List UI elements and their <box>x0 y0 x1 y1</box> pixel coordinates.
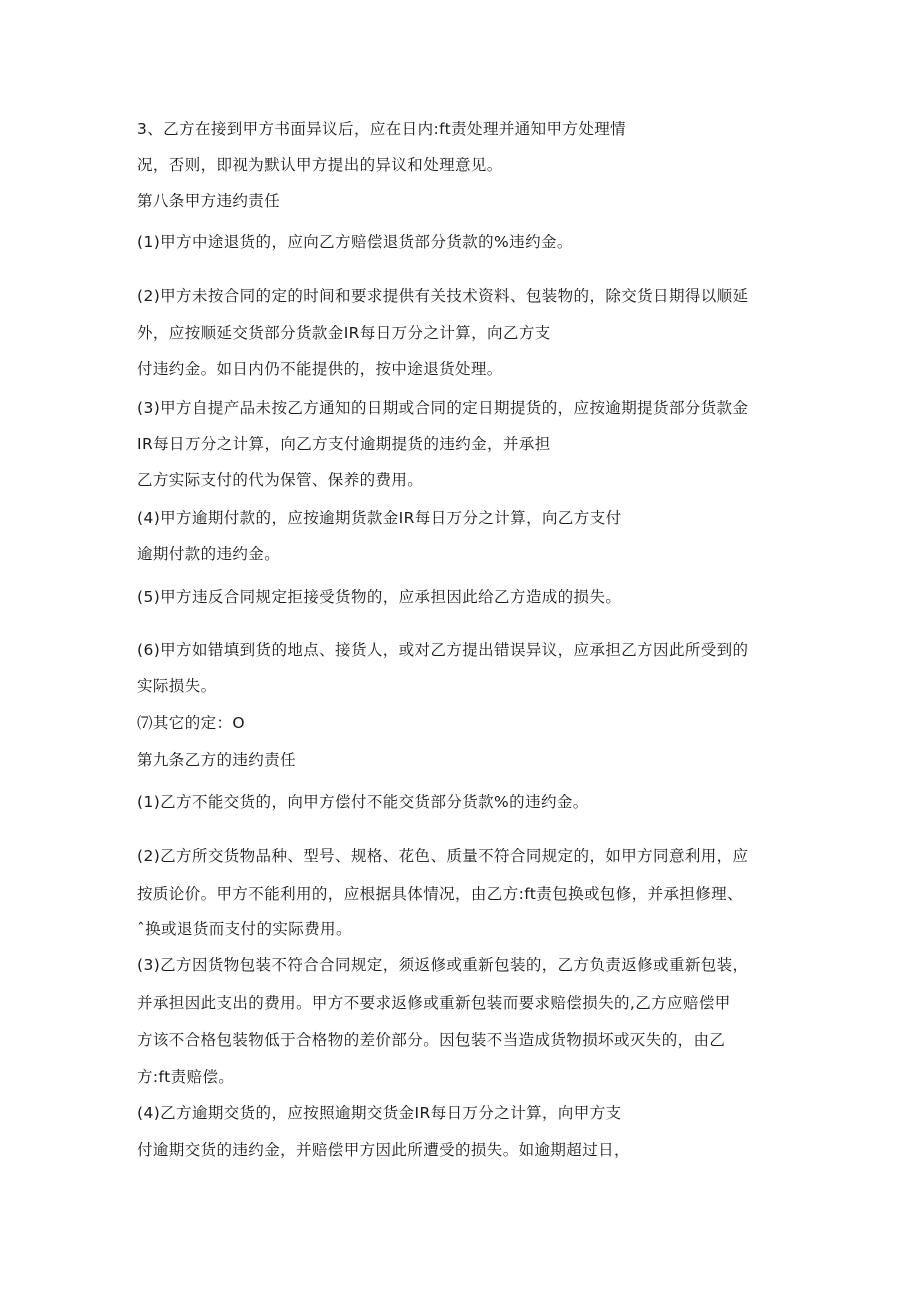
text-line: (3)甲方自提产品未按乙方通知的日期或合同的定日期提货的，应按逾期提货部分货款金 <box>137 399 749 417</box>
text-line: 3、乙方在接到甲方书面异议后，应在日内:ft责处理并通知甲方处理情 <box>137 120 627 138</box>
text-line: (6)甲方如错填到货的地点、接货人，或对乙方提出错误异议，应承担乙方因此所受到的 <box>137 641 749 659</box>
text-line: 付违约金。如日内仍不能提供的，按中途退货处理。 <box>137 360 503 378</box>
text-line: 方:ft责赔偿。 <box>137 1068 235 1086</box>
text-line: (3)乙方因货物包装不符合合同规定，须返修或重新包装的，乙方负责返修或重新包装， <box>137 956 749 974</box>
text-line: 逾期付款的违约金。 <box>137 545 281 563</box>
text-line: (4)甲方逾期付款的，应按逾期货款金IR每日万分之计算，向乙方支付 <box>137 509 622 527</box>
text-line: (2)甲方未按合同的定的时间和要求提供有关技术资料、包装物的，除交货日期得以顺延 <box>137 287 749 305</box>
text-line: 乙方实际支付的代为保管、保养的费用。 <box>137 471 424 489</box>
text-line: 并承担因此支出的费用。甲方不要求返修或重新包装而要求赔偿损失的,乙方应赔偿甲 <box>137 994 731 1012</box>
text-line: 付逾期交货的违约金，并赔偿甲方因此所遭受的损失。如逾期超过日， <box>137 1141 630 1159</box>
text-line: 方该不合格包装物低于合格物的差价部分。因包装不当造成货物损坏或灭失的，由乙 <box>137 1031 726 1049</box>
text-line: (2)乙方所交货物品种、型号、规格、花色、质量不符合同规定的，如甲方同意利用，应 <box>137 847 749 865</box>
text-line: ⑺其它的定：O <box>137 714 246 732</box>
section-heading: 第八条甲方违约责任 <box>137 192 281 210</box>
text-line: 外，应按顺延交货部分货款金IR每日万分之计算，向乙方支 <box>137 324 551 342</box>
text-line: (1)甲方中途退货的，应向乙方赔偿退货部分货款的%违约金。 <box>137 233 573 251</box>
text-line: (1)乙方不能交货的，向甲方偿付不能交货部分货款%的违约金。 <box>137 793 589 811</box>
text-line: IR每日万分之计算，向乙方支付逾期提货的违约金，并承担 <box>137 435 551 453</box>
text-line: 实际损失。 <box>137 677 217 695</box>
text-line: ˆ换或退货而支付的实际费用。 <box>137 920 352 938</box>
section-heading: 第九条乙方的违约责任 <box>137 751 297 769</box>
text-line: (5)甲方违反合同规定拒接受货物的，应承担因此给乙方造成的损失。 <box>137 588 622 606</box>
text-line: 况，否则，即视为默认甲方提出的异议和处理意见。 <box>137 156 503 174</box>
text-line: (4)乙方逾期交货的，应按照逾期交货金IR每日万分之计算，向甲方支 <box>137 1104 622 1122</box>
text-line: 按质论价。甲方不能利用的，应根据具体情况，由乙方:ft责包换或包修，并承担修理、 <box>137 885 743 903</box>
